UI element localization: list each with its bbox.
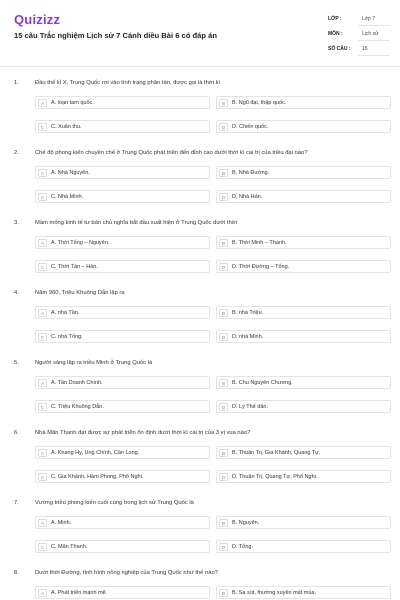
- meta-count-label: SỐ CÂU :: [328, 46, 351, 52]
- option-letter-badge: B: [219, 519, 228, 527]
- option-text: A. Thời Tống – Nguyên.: [51, 240, 110, 246]
- option-letter-badge: B: [219, 309, 228, 317]
- meta-divider: [358, 25, 390, 26]
- option-text: B. Thuận Trị, Gia Khánh, Quang Tự.: [232, 450, 321, 456]
- option-letter-badge: A: [38, 379, 47, 387]
- answer-option[interactable]: [35, 586, 210, 599]
- option-letter-badge: D: [219, 333, 228, 341]
- option-text: C. Triệu Khuông Dẫn.: [51, 404, 104, 410]
- question-text: Đầu thế kỉ X, Trung Quốc rơi vào tình trạng phân tán, được gọi là thời kì: [35, 80, 221, 86]
- answer-option[interactable]: [216, 376, 391, 389]
- option-text: A. Minh.: [51, 520, 72, 526]
- option-text: B. Ngũ đại, thập quốc.: [232, 100, 287, 106]
- option-letter-badge: C: [38, 403, 47, 411]
- question-list: [0, 74, 400, 600]
- option-letter-badge: C: [38, 543, 47, 551]
- option-letter-badge: D: [219, 193, 228, 201]
- question-block: [0, 284, 400, 354]
- question-block: [0, 354, 400, 424]
- option-text: B. Chu Nguyên Chương.: [232, 380, 293, 386]
- option-text: A. loạn tam quốc.: [51, 100, 94, 106]
- answer-option[interactable]: [35, 330, 210, 343]
- answer-option[interactable]: [35, 96, 210, 109]
- answer-option[interactable]: [216, 400, 391, 413]
- answer-option[interactable]: [35, 120, 210, 133]
- option-letter-badge: A: [38, 449, 47, 457]
- answer-option[interactable]: [216, 516, 391, 529]
- question-text: Người sáng lập ra triều Minh ở Trung Quốc là: [35, 360, 153, 366]
- option-letter-badge: C: [38, 193, 47, 201]
- option-text: C. Xuân thu.: [51, 124, 82, 130]
- question-block: [0, 74, 400, 144]
- answer-option[interactable]: [216, 190, 391, 203]
- option-text: D. Nhà Hán.: [232, 194, 263, 200]
- option-letter-badge: A: [38, 239, 47, 247]
- option-letter-badge: B: [219, 99, 228, 107]
- meta-subject: [328, 27, 390, 41]
- option-text: D. Thuận Trị, Quang Tự, Phổ Nghi.: [232, 474, 318, 480]
- option-letter-badge: B: [219, 239, 228, 247]
- option-text: D. Lý Thế dân.: [232, 404, 268, 410]
- answer-option[interactable]: [35, 540, 210, 553]
- question-block: [0, 424, 400, 494]
- question-number: 1.: [14, 80, 19, 86]
- answer-option[interactable]: [216, 470, 391, 483]
- option-letter-badge: D: [219, 123, 228, 131]
- question-number: 4.: [14, 290, 19, 296]
- meta-class-value: Lớp 7: [362, 16, 376, 22]
- answer-option[interactable]: [216, 306, 391, 319]
- document-title: 15 câu Trắc nghiệm Lịch sử 7 Cánh diều Bài 6 có đáp án: [14, 31, 217, 40]
- question-number: 7.: [14, 500, 19, 506]
- option-text: D. Thời Đường – Tống.: [232, 264, 290, 270]
- answer-option[interactable]: [35, 236, 210, 249]
- meta-subject-label: MÔN :: [328, 31, 343, 37]
- question-number: 2.: [14, 150, 19, 156]
- option-letter-badge: D: [219, 473, 228, 481]
- answer-option[interactable]: [35, 516, 210, 529]
- option-letter-badge: D: [219, 263, 228, 271]
- answer-option[interactable]: [216, 446, 391, 459]
- answer-option[interactable]: [35, 190, 210, 203]
- question-text: Chế độ phong kiến chuyên chế ở Trung Quốc phát triển đến đỉnh cao dưới thời kì cai trị của triều đại nào?: [35, 150, 308, 156]
- option-letter-badge: C: [38, 263, 47, 271]
- answer-option[interactable]: [216, 330, 391, 343]
- meta-class-label: LỚP :: [328, 16, 342, 22]
- answer-option[interactable]: [216, 540, 391, 553]
- answer-option[interactable]: [35, 470, 210, 483]
- answer-option[interactable]: [216, 96, 391, 109]
- quizizz-logo[interactable]: Quizizz: [14, 12, 61, 27]
- question-number: 5.: [14, 360, 19, 366]
- answer-option[interactable]: [35, 446, 210, 459]
- option-text: C. nhà Tống.: [51, 334, 83, 340]
- option-letter-badge: B: [219, 449, 228, 457]
- question-block: [0, 144, 400, 214]
- option-text: D. nhà Minh.: [232, 334, 264, 340]
- option-text: B. Nguyên.: [232, 520, 260, 526]
- question-text: Dưới thời Đường, tình hình nông nghiệp của Trung Quốc như thế nào?: [35, 570, 218, 576]
- option-letter-badge: D: [219, 543, 228, 551]
- question-block: [0, 214, 400, 284]
- question-text: Nhà Mãn Thanh đạt được sự phát triển ổn định dưới thời kì cai trị của 3 vị vua nào?: [35, 430, 251, 436]
- option-letter-badge: A: [38, 309, 47, 317]
- option-text: A. Phát triển mạnh mẽ.: [51, 590, 108, 596]
- meta-class: [328, 12, 390, 26]
- option-text: C. Gia Khánh, Hàm Phong, Phổ Nghi.: [51, 474, 144, 480]
- answer-option[interactable]: [216, 236, 391, 249]
- option-letter-badge: C: [38, 123, 47, 131]
- option-text: B. Sa sút, thường xuyên mất mùa.: [232, 590, 317, 596]
- answer-option[interactable]: [216, 166, 391, 179]
- answer-option[interactable]: [35, 400, 210, 413]
- option-text: A. Khang Hy, Ung Chính, Càn Long.: [51, 450, 140, 456]
- option-text: C. Nhà Minh.: [51, 194, 84, 200]
- option-letter-badge: B: [219, 379, 228, 387]
- option-text: A. Tần Doanh Chính.: [51, 380, 103, 386]
- meta-count: [328, 42, 390, 56]
- question-block: [0, 564, 400, 600]
- question-text: Vương triều phong kiến cuối cùng trong lịch sử Trung Quốc là: [35, 500, 194, 506]
- question-text: Mầm mống kinh tế tư bản chủ nghĩa bắt đầu xuất hiện ở Trung Quốc dưới thời: [35, 220, 237, 226]
- option-letter-badge: B: [219, 169, 228, 177]
- meta-subject-value: Lịch sử: [362, 31, 379, 37]
- question-block: [0, 494, 400, 564]
- header-divider: [0, 66, 400, 67]
- question-number: 6.: [14, 430, 19, 436]
- option-letter-badge: C: [38, 473, 47, 481]
- option-text: D. Chiến quốc.: [232, 124, 269, 130]
- option-text: B. Nhà Đường.: [232, 170, 270, 176]
- question-number: 3.: [14, 220, 19, 226]
- option-letter-badge: A: [38, 99, 47, 107]
- answer-option[interactable]: [216, 260, 391, 273]
- option-text: C. Thời Tần – Hán.: [51, 264, 98, 270]
- answer-option[interactable]: [35, 306, 210, 319]
- meta-divider: [358, 55, 390, 56]
- page-header: [0, 0, 400, 62]
- meta-count-value: 15: [362, 46, 368, 52]
- option-text: A. Nhà Nguyên.: [51, 170, 90, 176]
- option-text: C. Mãn Thanh.: [51, 544, 88, 550]
- answer-option[interactable]: [216, 120, 391, 133]
- question-number: 8.: [14, 570, 19, 576]
- answer-option[interactable]: [35, 260, 210, 273]
- meta-divider: [358, 40, 390, 41]
- option-letter-badge: A: [38, 589, 47, 597]
- answer-option[interactable]: [216, 586, 391, 599]
- option-letter-badge: D: [219, 403, 228, 411]
- answer-option[interactable]: [35, 166, 210, 179]
- option-letter-badge: C: [38, 333, 47, 341]
- option-letter-badge: A: [38, 169, 47, 177]
- question-text: Năm 960, Triệu Khuông Dẫn lập ra: [35, 290, 125, 296]
- option-letter-badge: A: [38, 519, 47, 527]
- answer-option[interactable]: [35, 376, 210, 389]
- option-letter-badge: B: [219, 589, 228, 597]
- option-text: B. Thời Minh – Thanh.: [232, 240, 287, 246]
- option-text: A. nhà Tần.: [51, 310, 80, 316]
- option-text: B. nhà Triệu.: [232, 310, 264, 316]
- option-text: D. Tống.: [232, 544, 253, 550]
